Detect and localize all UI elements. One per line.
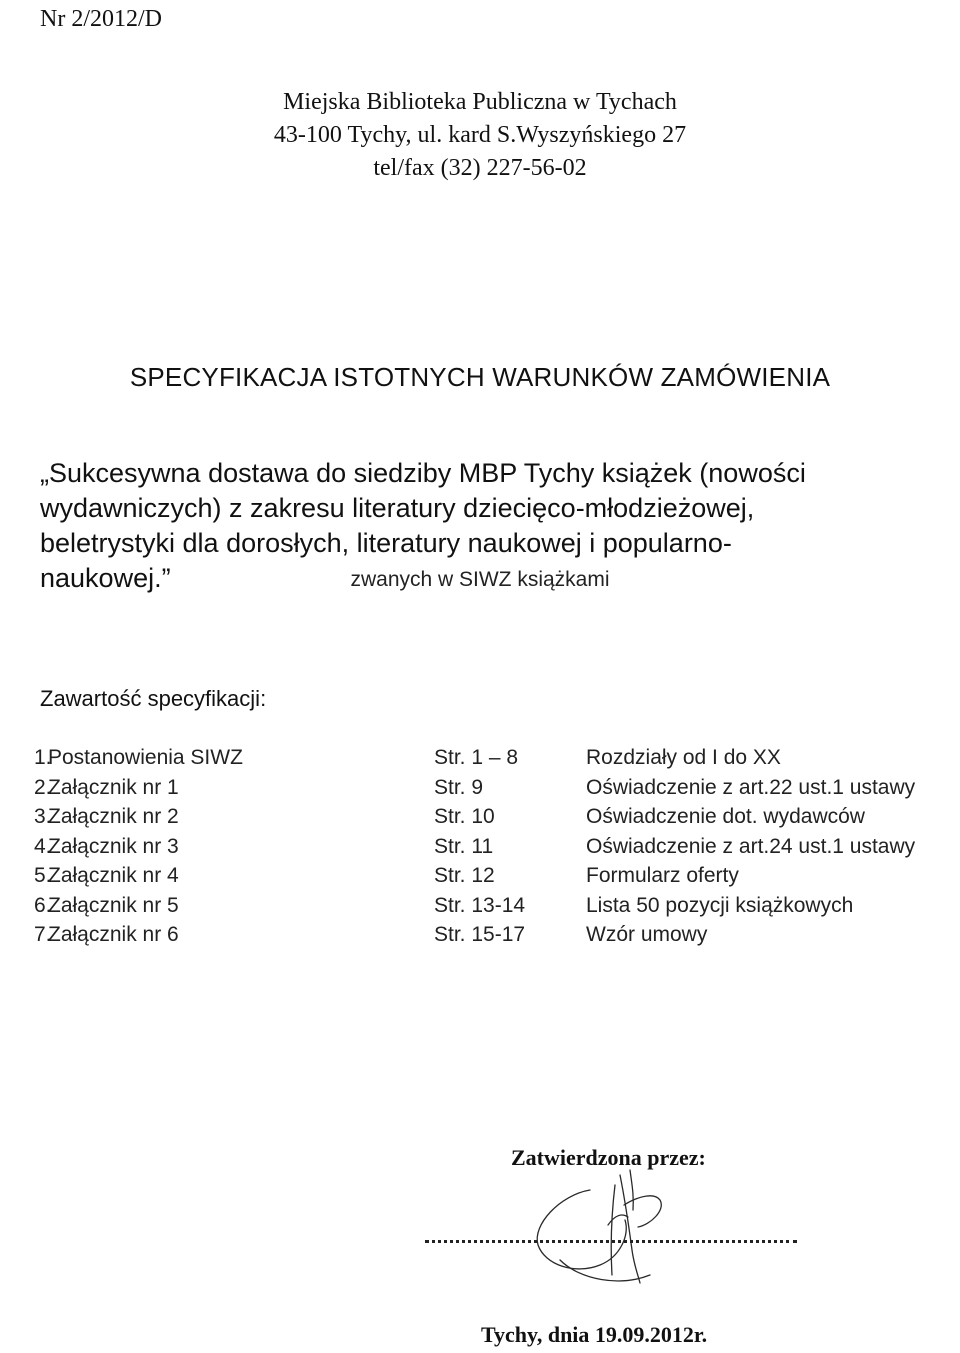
- contents-row: [34, 805, 960, 835]
- signature-line: [425, 1232, 797, 1243]
- document-title: SPECYFIKACJA ISTOTNYCH WARUNKÓW ZAMÓWIENIA: [129, 362, 831, 392]
- row-description: Formularz oferty: [586, 864, 739, 887]
- order-subject-line: wydawniczych) z zakresu literatury dziecięco-młodzieżowej,: [40, 493, 755, 523]
- contents-row: [34, 835, 960, 865]
- row-number: 1.: [34, 746, 52, 769]
- issuer-header: [0, 86, 960, 185]
- issuer-name: Miejska Biblioteka Publiczna w Tychach: [283, 89, 677, 115]
- row-pages: Str. 11: [434, 834, 494, 858]
- row-pages: Str. 13-14: [434, 893, 526, 917]
- signature-icon: [520, 1165, 700, 1295]
- order-subject-line: „Sukcesywna dostawa do siedziby MBP Tychy książek (nowości: [40, 458, 806, 488]
- row-name: Załącznik nr 6: [48, 923, 179, 946]
- order-subject-line: naukowej.”: [40, 563, 171, 593]
- approval-label-text: Zatwierdzona przez:: [511, 1145, 706, 1170]
- row-number: 2.: [34, 775, 52, 799]
- row-name: Załącznik nr 5: [48, 893, 179, 917]
- contents-row: [34, 894, 960, 924]
- row-description: Oświadczenie z art.24 ust.1 ustawy: [586, 834, 916, 858]
- row-name: Załącznik nr 1: [48, 775, 179, 799]
- row-name: Załącznik nr 3: [48, 834, 179, 858]
- named-as-note: zwanych w SIWZ książkami: [350, 568, 610, 591]
- contents-list: [34, 746, 960, 953]
- row-pages: Str. 1 – 8: [434, 746, 519, 769]
- contents-heading: Zawartość specyfikacji:: [40, 686, 267, 711]
- row-description: Wzór umowy: [586, 923, 708, 946]
- row-pages: Str. 12: [434, 864, 495, 887]
- row-pages: Str. 10: [434, 805, 495, 828]
- document-number: Nr 2/2012/D: [40, 6, 162, 32]
- order-subject-line: beletrystyki dla dorosłych, literatury naukowej i popularno-: [40, 528, 732, 558]
- row-name: Załącznik nr 2: [48, 805, 179, 828]
- row-number: 4.: [34, 834, 52, 858]
- row-description: Rozdziały od I do XX: [586, 746, 781, 769]
- row-pages: Str. 9: [434, 775, 484, 799]
- row-name: Postanowienia SIWZ: [48, 746, 243, 769]
- row-description: Oświadczenie z art.22 ust.1 ustawy: [586, 775, 916, 799]
- contents-row: [34, 923, 960, 953]
- place-and-date-text: Tychy, dnia 19.09.2012r.: [481, 1322, 708, 1347]
- row-description: Oświadczenie dot. wydawców: [586, 805, 865, 828]
- row-description: Lista 50 pozycji książkowych: [586, 893, 854, 917]
- issuer-phone: tel/fax (32) 227-56-02: [373, 155, 587, 181]
- contents-row: [34, 864, 960, 894]
- row-number: 7.: [34, 923, 52, 946]
- issuer-address: 43-100 Tychy, ul. kard S.Wyszyńskiego 27: [273, 122, 687, 148]
- row-name: Załącznik nr 4: [48, 864, 179, 887]
- row-pages: Str. 15-17: [434, 923, 526, 946]
- row-number: 3.: [34, 805, 52, 828]
- row-number: 6.: [34, 893, 52, 917]
- contents-row: [34, 746, 960, 776]
- row-number: 5.: [34, 864, 52, 887]
- contents-row: [34, 776, 960, 806]
